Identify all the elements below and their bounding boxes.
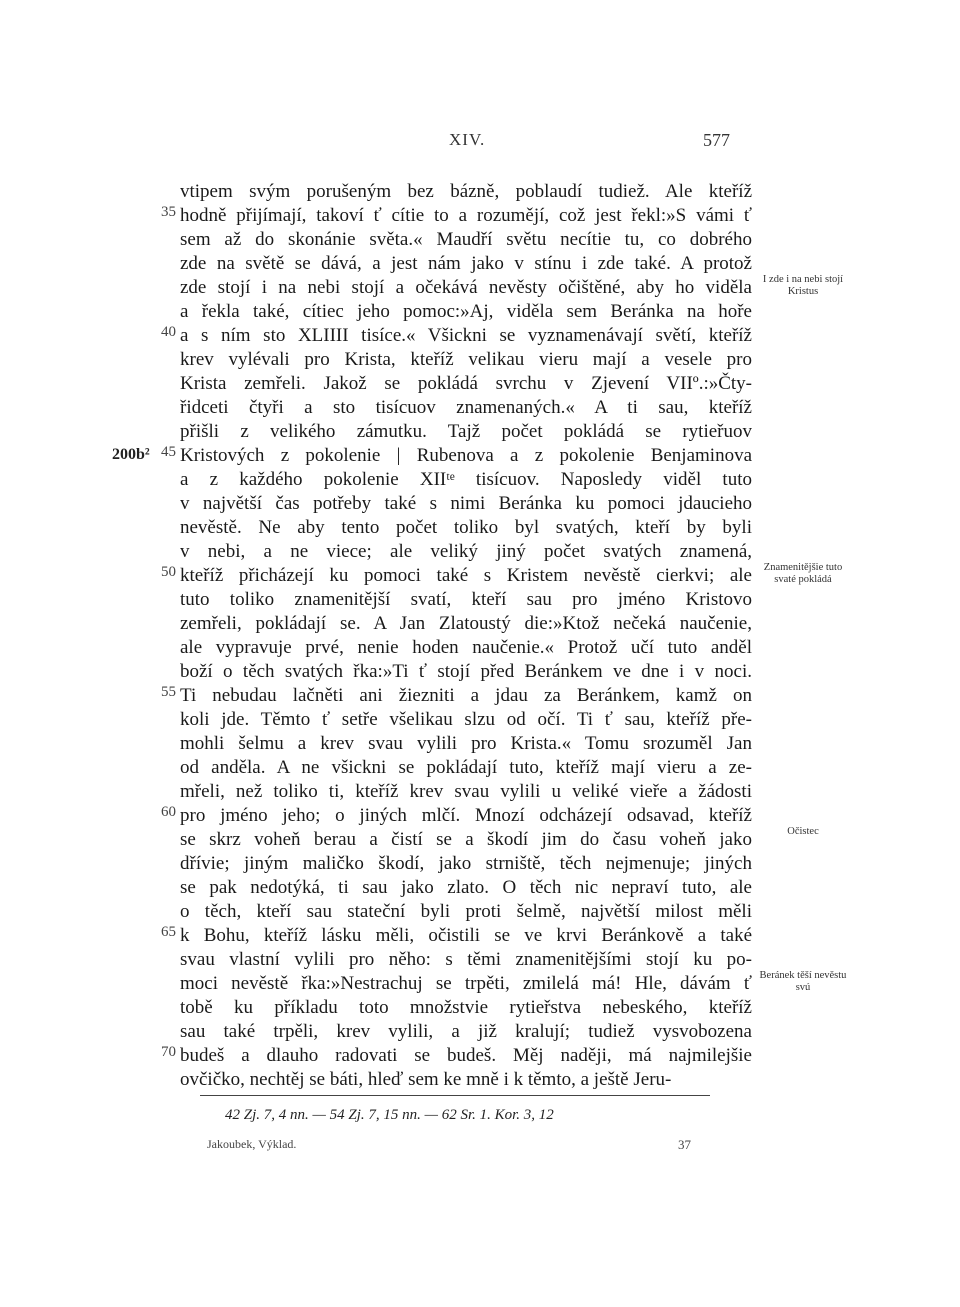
text-line: nevěstě. Ne aby tento počet toliko byl svatých, kteří by byli [180,517,752,538]
text-line: Krista zemřeli. Jakož se pokládá svrchu v Zjevení VIIº.:»Čty- [180,373,752,394]
text-line: a z každého pokolenie XIIᵗᵉ tisícuov. Naposledy viděl tuto [180,469,752,490]
text-line: mřeli, než toliko ti, kteříž krev svau vylili u veliké vieře a žádosti [180,781,752,802]
text-line: tuto toliko znamenitější svatí, kteří sau pro jméno Kristovo [180,589,752,610]
text-line: budeš a dlauho radovati se budeš. Měj naději, má najmilejšie [180,1045,752,1066]
line-number: 60 [161,804,176,820]
margin-note: Očistec [787,826,819,837]
chapter-header: XIV. [449,130,486,149]
text-line: Ti nebudau lačněti ani žiezniti a jdau za Beránkem, kamž on [180,685,752,706]
text-line: hodně přijímají, takoví ť cítie to a rozumějí, což jest řekl:»S vámi ť [180,205,752,226]
margin-note: Beránek těší nevěstu svú [759,970,847,993]
text-line: moci nevěstě řka:»Nestrachuj se trpěti, zmilelá má! Hle, dávám ť [180,973,752,994]
sheet-signature: Jakoubek, Výklad. [207,1137,297,1151]
line-number: 65 [161,924,176,940]
margin-note: Znamenitějšie tuto svaté pokládá [763,562,843,585]
text-line: ale vypravuje prvé, nenie hoden naučenie.« Protož učí tuto anděl [180,637,752,658]
line-number: 40 [161,324,176,340]
text-line: krev vylévali pro Krista, kteříž velikau vieru mají a vesele pro [180,349,752,370]
text-line: boží o těch svatých řka:»Ti ť stojí před Beránkem ve dne i v noci. [180,661,752,682]
text-line: se pak nedotýká, ti sau jako zlato. O těch nic nepraví tuto, ale [180,877,752,898]
text-line: od anděla. A ne všickni se pokládají tuto, kteříž mají vieru a ze- [180,757,752,778]
text-line: mohli šelmu a krev svau vylili pro Krista.« Tomu srozuměl Jan [180,733,752,754]
text-line: se skrz voheň berau a čistí se a škodí jim do času voheň jako [180,829,752,850]
text-line: v nebi, a ne viece; ale veliký jiný počet svatých znamená, [180,541,752,562]
text-line: a s ním sto XLIIII tisíce.« Všickni se vyznamenávají světí, kteříž [180,325,752,346]
text-line: pro jméno jeho; o jiných mlčí. Mnozí odcházejí odsavad, kteříž [180,805,752,826]
line-number: 50 [161,564,176,580]
text-line: zde stojí i na nebi stojí a očekává nevěsty očištěné, aby ho viděla [180,277,752,298]
text-line: Kristových z pokolenie | Rubenova a z pokolenie Benjaminova [180,445,752,466]
text-line: sem až do skonánie světa.« Maudří světu necítie tu, co dobrého [180,229,752,250]
text-line: přišli z velikého zámutku. Tajž počet pokládá se rytieřuov [180,421,752,442]
text-line: v najvětší čas potřeby také s nimi Beránka ku pomoci jdaucieho [180,493,752,514]
text-line: zde na světě se dává, a jest nám jako v stínu i zde také. A protož [180,253,752,274]
page-number: 577 [703,130,730,150]
text-line: sau také trpěli, krev vylili, a již kralují; tudiež vysvobozena [180,1021,752,1042]
line-number: 70 [161,1044,176,1060]
text-line: tobě ku příkladu toto množstvie rytieřstva nebeského, kteříž [180,997,752,1018]
folio-mark: 200b² [112,446,150,463]
footnotes: 42 Zj. 7, 4 nn. — 54 Zj. 7, 15 nn. — 62 Sr. 1. Kor. 3, 12 [225,1107,554,1123]
footnote-divider [200,1095,710,1096]
text-line: o těch, kteří sau stateční byli proti šelmě, najvětší milost měli [180,901,752,922]
line-number: 55 [161,684,176,700]
text-line: koli jde. Těmto ť setře všelikau slzu od očí. Ti ť sau, kteříž pře- [180,709,752,730]
text-line: a řekla také, cítiec jeho pomoc:»Aj, viděla sem Beránka na hoře [180,301,752,322]
line-number: 35 [161,204,176,220]
text-line: kteříž přicházejí ku pomoci také s Kristem nevěstě cierkvi; ale [180,565,752,586]
text-line: ovčičko, nechtěj se báti, hleď sem ke mně i k těmto, a ještě Jeru- [180,1069,672,1090]
text-line: k Bohu, kteříž lásku měli, očistili se ve krvi Beránkově a také [180,925,752,946]
text-line: dřívie; jiným maličko škodí, jako strniště, těch nejmenuje; jiných [180,853,752,874]
text-line: zemřeli, pokládají se. A Jan Zlatoustý die:»Ktož nečeká naučenie, [180,613,752,634]
margin-note: I zde i na nebi stojí Kristus [762,274,844,297]
text-line: svau vlastní vylili pro něho: s těmi znamenitějšími stojí ku po- [180,949,752,970]
text-line: vtipem svým porušeným bez bázně, poblaudí tudiež. Ale kteříž [180,181,752,202]
line-number: 45 [161,444,176,460]
sheet-number: 37 [678,1137,691,1152]
text-line: řidceti čtyři a sto tisícuov znamenaných.« A ti sau, kteříž [180,397,752,418]
